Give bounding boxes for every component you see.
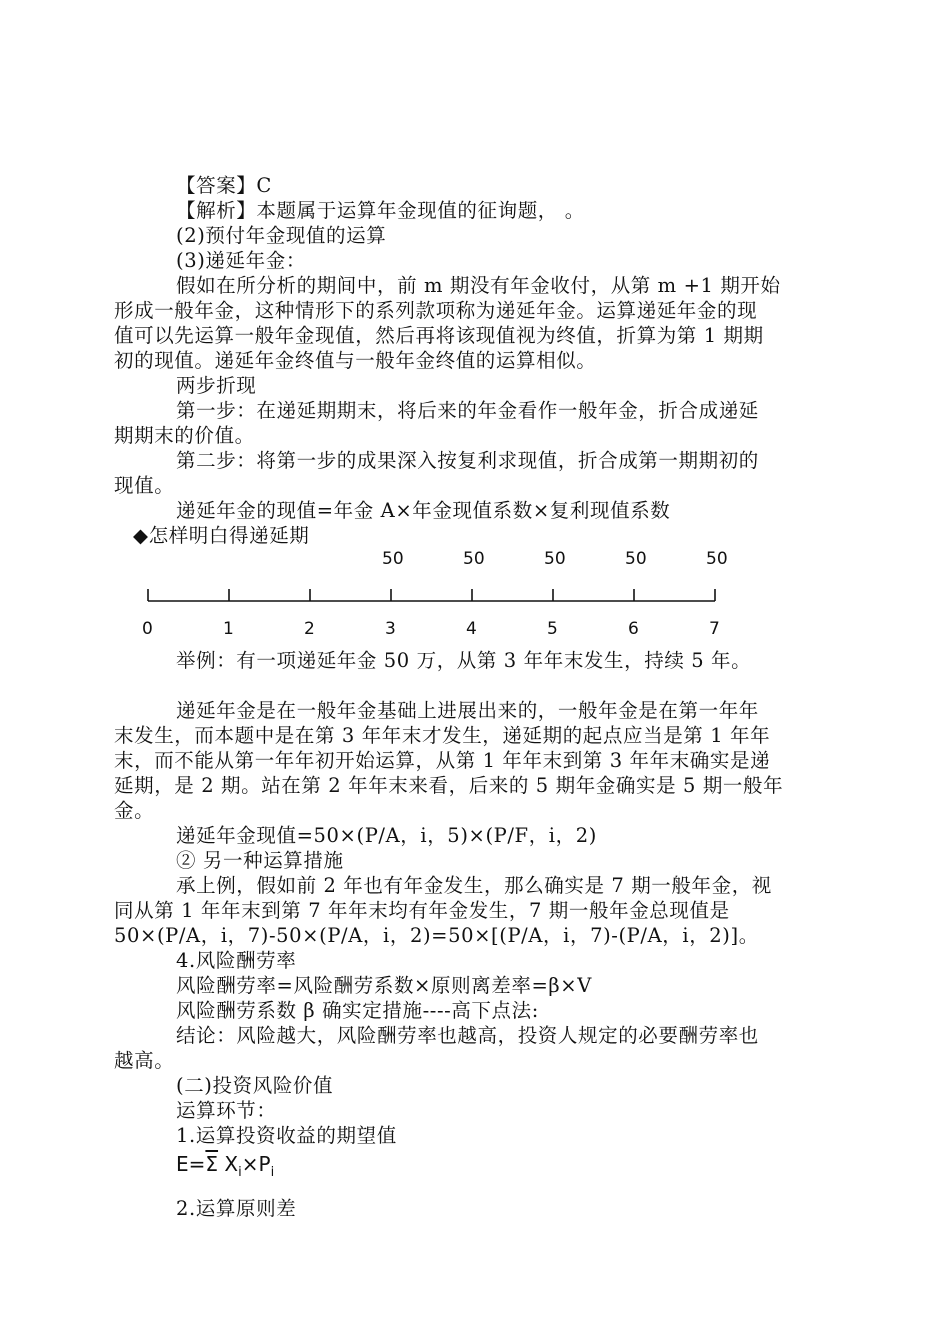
timeline-payment-label: 50 xyxy=(706,549,728,569)
steps-heading: 运算环节： xyxy=(176,1099,277,1122)
analysis-line: 【解析】本题属于运算年金现值的征询题， 。 xyxy=(176,199,585,222)
deferred-pv-formula: 递延年金的现值=年金 A×年金现值系数×复利现值系数 xyxy=(176,499,671,522)
formula-p-sub: i xyxy=(270,1165,275,1180)
paragraph-4-line-2: 末发生，而本题中是在第 3 年年末才发生，递延期的起点应当是第 1 年年 xyxy=(114,724,771,747)
timeline-tick-label: 1 xyxy=(223,619,234,639)
heading-deferred-annuity: (3)递延年金： xyxy=(176,249,306,272)
timeline-tick-label: 7 xyxy=(709,619,720,639)
timeline-tick-label: 5 xyxy=(547,619,558,639)
conclusion-line-2: 越高。 xyxy=(114,1049,175,1072)
beta-method-line: 风险酬劳系数 β 确实定措施----高下点法: xyxy=(176,999,539,1022)
paragraph-1-line-3: 值可以先运算一般年金现值，然后再将该现值视为终值，折算为第 1 期期 xyxy=(114,324,764,347)
conclusion-line-1: 结论：风险越大，风险酬劳率也越高，投资人规定的必要酬劳率也 xyxy=(176,1024,759,1047)
two-step-discount: 两步折现 xyxy=(176,374,257,397)
step-2-line-2: 现值。 xyxy=(114,474,175,497)
formula-times: × xyxy=(241,1152,259,1176)
step-2-line-1: 第二步：将第一步的成果深入按复利求现值，折合成第一期期初的 xyxy=(176,449,759,472)
timeline-tick-label: 3 xyxy=(385,619,396,639)
step-1-line-2: 期期末的价值。 xyxy=(114,424,255,447)
paragraph-1-line-4: 初的现值。递延年金终值与一般年金终值的运算相似。 xyxy=(114,349,597,372)
paragraph-5-line-2: 同从第 1 年年末到第 7 年年末均有年金发生，7 期一般年金总现值是 xyxy=(114,899,730,922)
paragraph-4-line-4: 延期，是 2 期。站在第 2 年年末来看，后来的 5 期年金确实是 5 期一般年 xyxy=(114,774,784,797)
deferred-pv-example-formula: 递延年金现值=50×(P/A，i，5)×(P/F，i，2) xyxy=(176,824,597,847)
formula-lhs: E= xyxy=(176,1152,206,1176)
timeline-tick-label: 2 xyxy=(304,619,315,639)
paragraph-5-line-3: 50×(P/A，i，7)-50×(P/A，i，2)=50×[(P/A，i，7)-(P/A，i，2)]。 xyxy=(114,924,759,947)
alternative-method-heading: ② 另一种运算措施 xyxy=(176,849,344,872)
timeline-tick-label: 0 xyxy=(142,619,153,639)
timeline-payment-label: 50 xyxy=(382,549,404,569)
paragraph-1-line-1: 假如在所分析的期间中，前 m 期没有年金收付，从第 m +1 期开始 xyxy=(176,274,781,297)
step-expected-value: 1.运算投资收益的期望值 xyxy=(176,1124,397,1147)
timeline-payment-label: 50 xyxy=(544,549,566,569)
risk-return-heading: 4.风险酬劳率 xyxy=(176,949,297,972)
heading-prepaid-annuity: (2)预付年金现值的运算 xyxy=(176,224,387,247)
answer-line: 【答案】C xyxy=(176,174,272,197)
timeline-tick-label: 4 xyxy=(466,619,477,639)
timeline-payment-label: 50 xyxy=(463,549,485,569)
step-1-line-1: 第一步：在递延期期末，将后来的年金看作一般年金，折合成递延 xyxy=(176,399,759,422)
example-line: 举例：有一项递延年金 50 万，从第 3 年年末发生，持续 5 年。 xyxy=(176,649,752,672)
paragraph-1-line-2: 形成一般年金，这种情形下的系列款项称为递延年金。运算递延年金的现 xyxy=(114,299,758,322)
formula-sigma: $\overline{\Sigma}$ xyxy=(205,1152,219,1176)
investment-risk-heading: (二)投资风险价值 xyxy=(176,1074,334,1097)
paragraph-4-line-5: 金。 xyxy=(114,799,155,822)
paragraph-5-line-1: 承上例，假如前 2 年也有年金发生，那么确实是 7 期一般年金，视 xyxy=(176,874,772,897)
expected-value-formula xyxy=(176,1152,274,1180)
step-std-dev: 2.运算原则差 xyxy=(176,1197,297,1220)
formula-x: X xyxy=(224,1152,239,1176)
paragraph-4-line-1: 递延年金是在一般年金基础上进展出来的，一般年金是在第一年年 xyxy=(176,699,759,722)
paragraph-4-line-3: 末，而不能从第一年年初开始运算，从第 1 年年末到第 3 年年末确实是递 xyxy=(114,749,771,772)
bullet-heading: ◆怎样明白得递延期 xyxy=(133,524,310,547)
timeline-tick-label: 6 xyxy=(628,619,639,639)
formula-x-sub: i xyxy=(238,1165,242,1180)
cash-flow-timeline xyxy=(120,543,740,643)
timeline-payment-label: 50 xyxy=(625,549,647,569)
formula-p: P xyxy=(258,1152,271,1176)
risk-return-formula: 风险酬劳率=风险酬劳系数×原则离差率=β×V xyxy=(176,974,592,997)
